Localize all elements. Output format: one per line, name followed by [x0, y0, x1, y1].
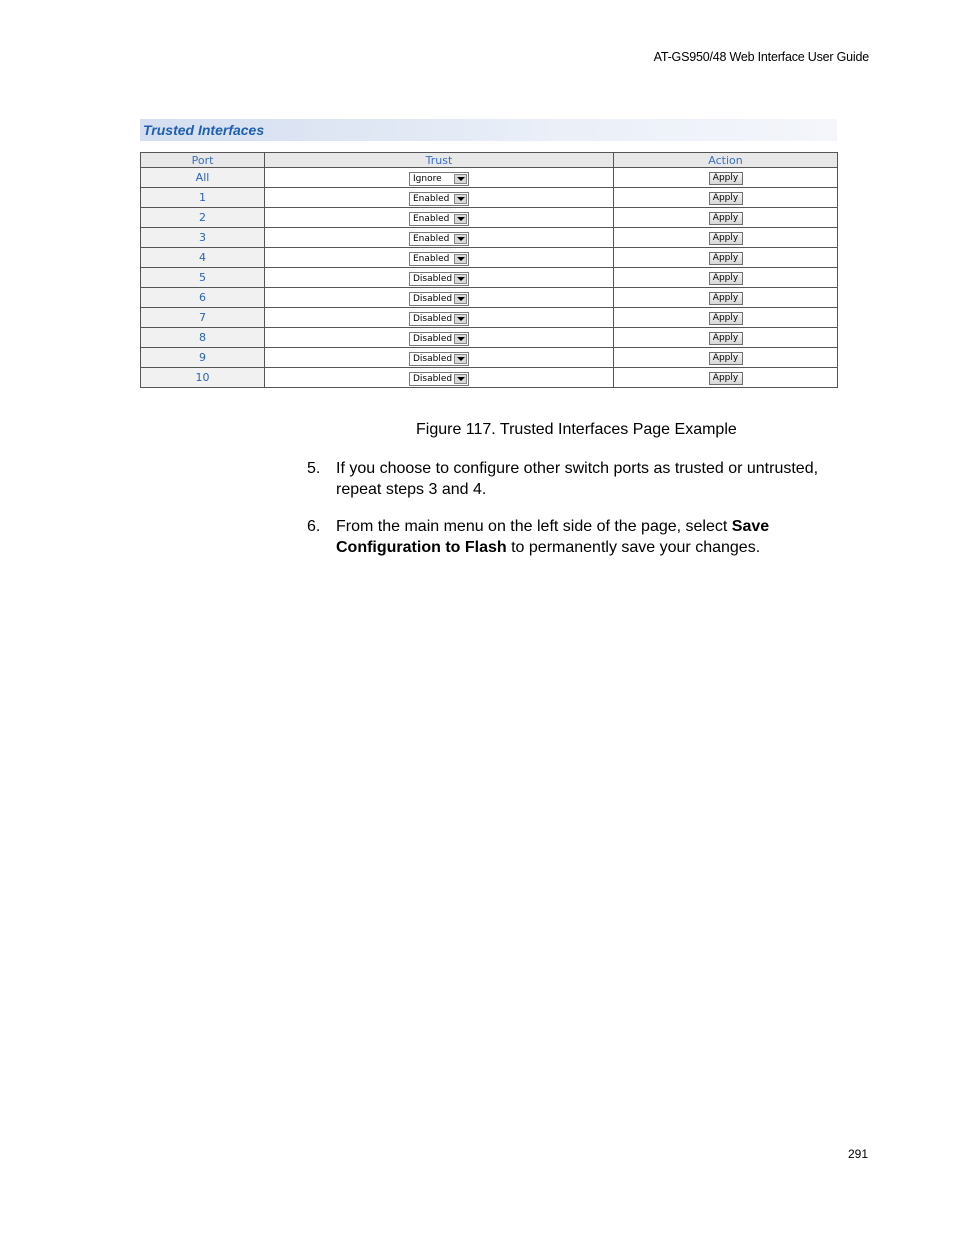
column-header-trust: Trust [265, 153, 614, 168]
port-cell [141, 268, 265, 288]
chevron-down-icon[interactable] [454, 174, 467, 184]
port-cell [141, 328, 265, 348]
apply-button[interactable]: Apply [709, 212, 743, 225]
apply-button[interactable]: Apply [709, 252, 743, 265]
action-cell [614, 328, 838, 348]
trust-select[interactable] [409, 232, 469, 246]
chevron-down-icon[interactable] [454, 374, 467, 384]
trust-select-value: Enabled [413, 193, 450, 204]
port-cell [141, 248, 265, 268]
port-label: 4 [199, 251, 206, 264]
trust-select-value: Disabled [413, 353, 453, 364]
action-cell [614, 368, 838, 388]
trust-select-value: Enabled [413, 253, 450, 264]
port-cell [141, 228, 265, 248]
table-row [141, 208, 838, 228]
trust-select[interactable] [409, 172, 469, 186]
port-cell [141, 168, 265, 188]
table-row [141, 268, 838, 288]
port-label: 6 [199, 291, 206, 304]
trust-cell [265, 328, 614, 348]
trust-cell [265, 348, 614, 368]
apply-button[interactable]: Apply [709, 232, 743, 245]
trust-select[interactable] [409, 292, 469, 306]
trust-select[interactable] [409, 372, 469, 386]
apply-button[interactable]: Apply [709, 172, 743, 185]
port-label: 8 [199, 331, 206, 344]
step-number: 5. [307, 460, 321, 477]
port-label: 2 [199, 211, 206, 224]
trust-select[interactable] [409, 312, 469, 326]
chevron-down-icon[interactable] [454, 234, 467, 244]
step-number: 6. [307, 518, 321, 535]
action-cell [614, 188, 838, 208]
step-text-tail: to permanently save your changes. [506, 539, 761, 556]
apply-button[interactable]: Apply [709, 332, 743, 345]
port-label: 7 [199, 311, 206, 324]
chevron-down-icon[interactable] [454, 334, 467, 344]
apply-button[interactable]: Apply [709, 352, 743, 365]
trust-select[interactable] [409, 252, 469, 266]
trust-select[interactable] [409, 332, 469, 346]
apply-button[interactable]: Apply [709, 192, 743, 205]
table-row [141, 308, 838, 328]
apply-button[interactable]: Apply [709, 272, 743, 285]
port-label: 10 [195, 371, 210, 384]
action-cell [614, 268, 838, 288]
instruction-steps [307, 458, 867, 574]
port-label: All [195, 171, 210, 184]
trust-cell [265, 168, 614, 188]
trust-select[interactable] [409, 272, 469, 286]
trust-cell [265, 228, 614, 248]
chevron-down-icon[interactable] [454, 274, 467, 284]
trust-cell [265, 308, 614, 328]
action-cell [614, 248, 838, 268]
port-cell [141, 188, 265, 208]
chevron-down-icon[interactable] [454, 194, 467, 204]
trust-cell [265, 188, 614, 208]
table-header-row [141, 153, 838, 168]
figure-caption: Figure 117. Trusted Interfaces Page Example [416, 421, 737, 438]
action-cell [614, 288, 838, 308]
trust-select[interactable] [409, 192, 469, 206]
port-label: 5 [199, 271, 206, 284]
column-header-action: Action [614, 153, 838, 168]
trust-select-value: Enabled [413, 213, 450, 224]
trust-select[interactable] [409, 352, 469, 366]
trust-select-value: Disabled [413, 313, 453, 324]
action-cell [614, 348, 838, 368]
table-row [141, 368, 838, 388]
action-cell [614, 228, 838, 248]
table-row [141, 168, 838, 188]
port-label: 1 [199, 191, 206, 204]
page-number: 291 [847, 1147, 868, 1161]
apply-button[interactable]: Apply [709, 292, 743, 305]
action-cell [614, 308, 838, 328]
step-6 [307, 516, 867, 558]
step-text [336, 518, 769, 556]
chevron-down-icon[interactable] [454, 314, 467, 324]
action-cell [614, 168, 838, 188]
step-text-lead: From the main menu on the left side of the page, select [336, 518, 732, 535]
trust-cell [265, 288, 614, 308]
port-cell [141, 368, 265, 388]
table-row [141, 328, 838, 348]
port-label: 9 [199, 351, 206, 364]
port-cell [141, 208, 265, 228]
apply-button[interactable]: Apply [709, 312, 743, 325]
trust-select-value: Enabled [413, 233, 450, 244]
port-cell [141, 308, 265, 328]
running-header: AT-GS950/48 Web Interface User Guide [653, 50, 869, 64]
chevron-down-icon[interactable] [454, 254, 467, 264]
table-row [141, 348, 838, 368]
trust-cell [265, 248, 614, 268]
trust-cell [265, 208, 614, 228]
menu-item-reference: Save Configuration to Flash [336, 518, 770, 556]
chevron-down-icon[interactable] [454, 214, 467, 224]
apply-button[interactable]: Apply [709, 372, 743, 385]
trust-select-value: Disabled [413, 293, 453, 304]
action-cell [614, 208, 838, 228]
table-row [141, 188, 838, 208]
trust-select-value: Disabled [413, 373, 453, 384]
trust-cell [265, 268, 614, 288]
step-5 [307, 458, 867, 500]
trust-select[interactable] [409, 212, 469, 226]
trust-cell [265, 368, 614, 388]
chevron-down-icon[interactable] [454, 354, 467, 364]
trust-select-value: Disabled [413, 273, 453, 284]
step-text: If you choose to configure other switch ports as trusted or untrusted, repeat steps 3 and 4. [336, 460, 819, 498]
port-label: 3 [199, 231, 206, 244]
table-row [141, 228, 838, 248]
table-row [141, 248, 838, 268]
table-row [141, 288, 838, 308]
port-cell [141, 348, 265, 368]
column-header-port: Port [141, 153, 265, 168]
panel-title: Trusted Interfaces [140, 119, 837, 141]
trust-select-value: Disabled [413, 333, 453, 344]
trust-select-value: Ignore [413, 173, 442, 184]
trusted-interfaces-table [140, 152, 838, 388]
port-cell [141, 288, 265, 308]
chevron-down-icon[interactable] [454, 294, 467, 304]
